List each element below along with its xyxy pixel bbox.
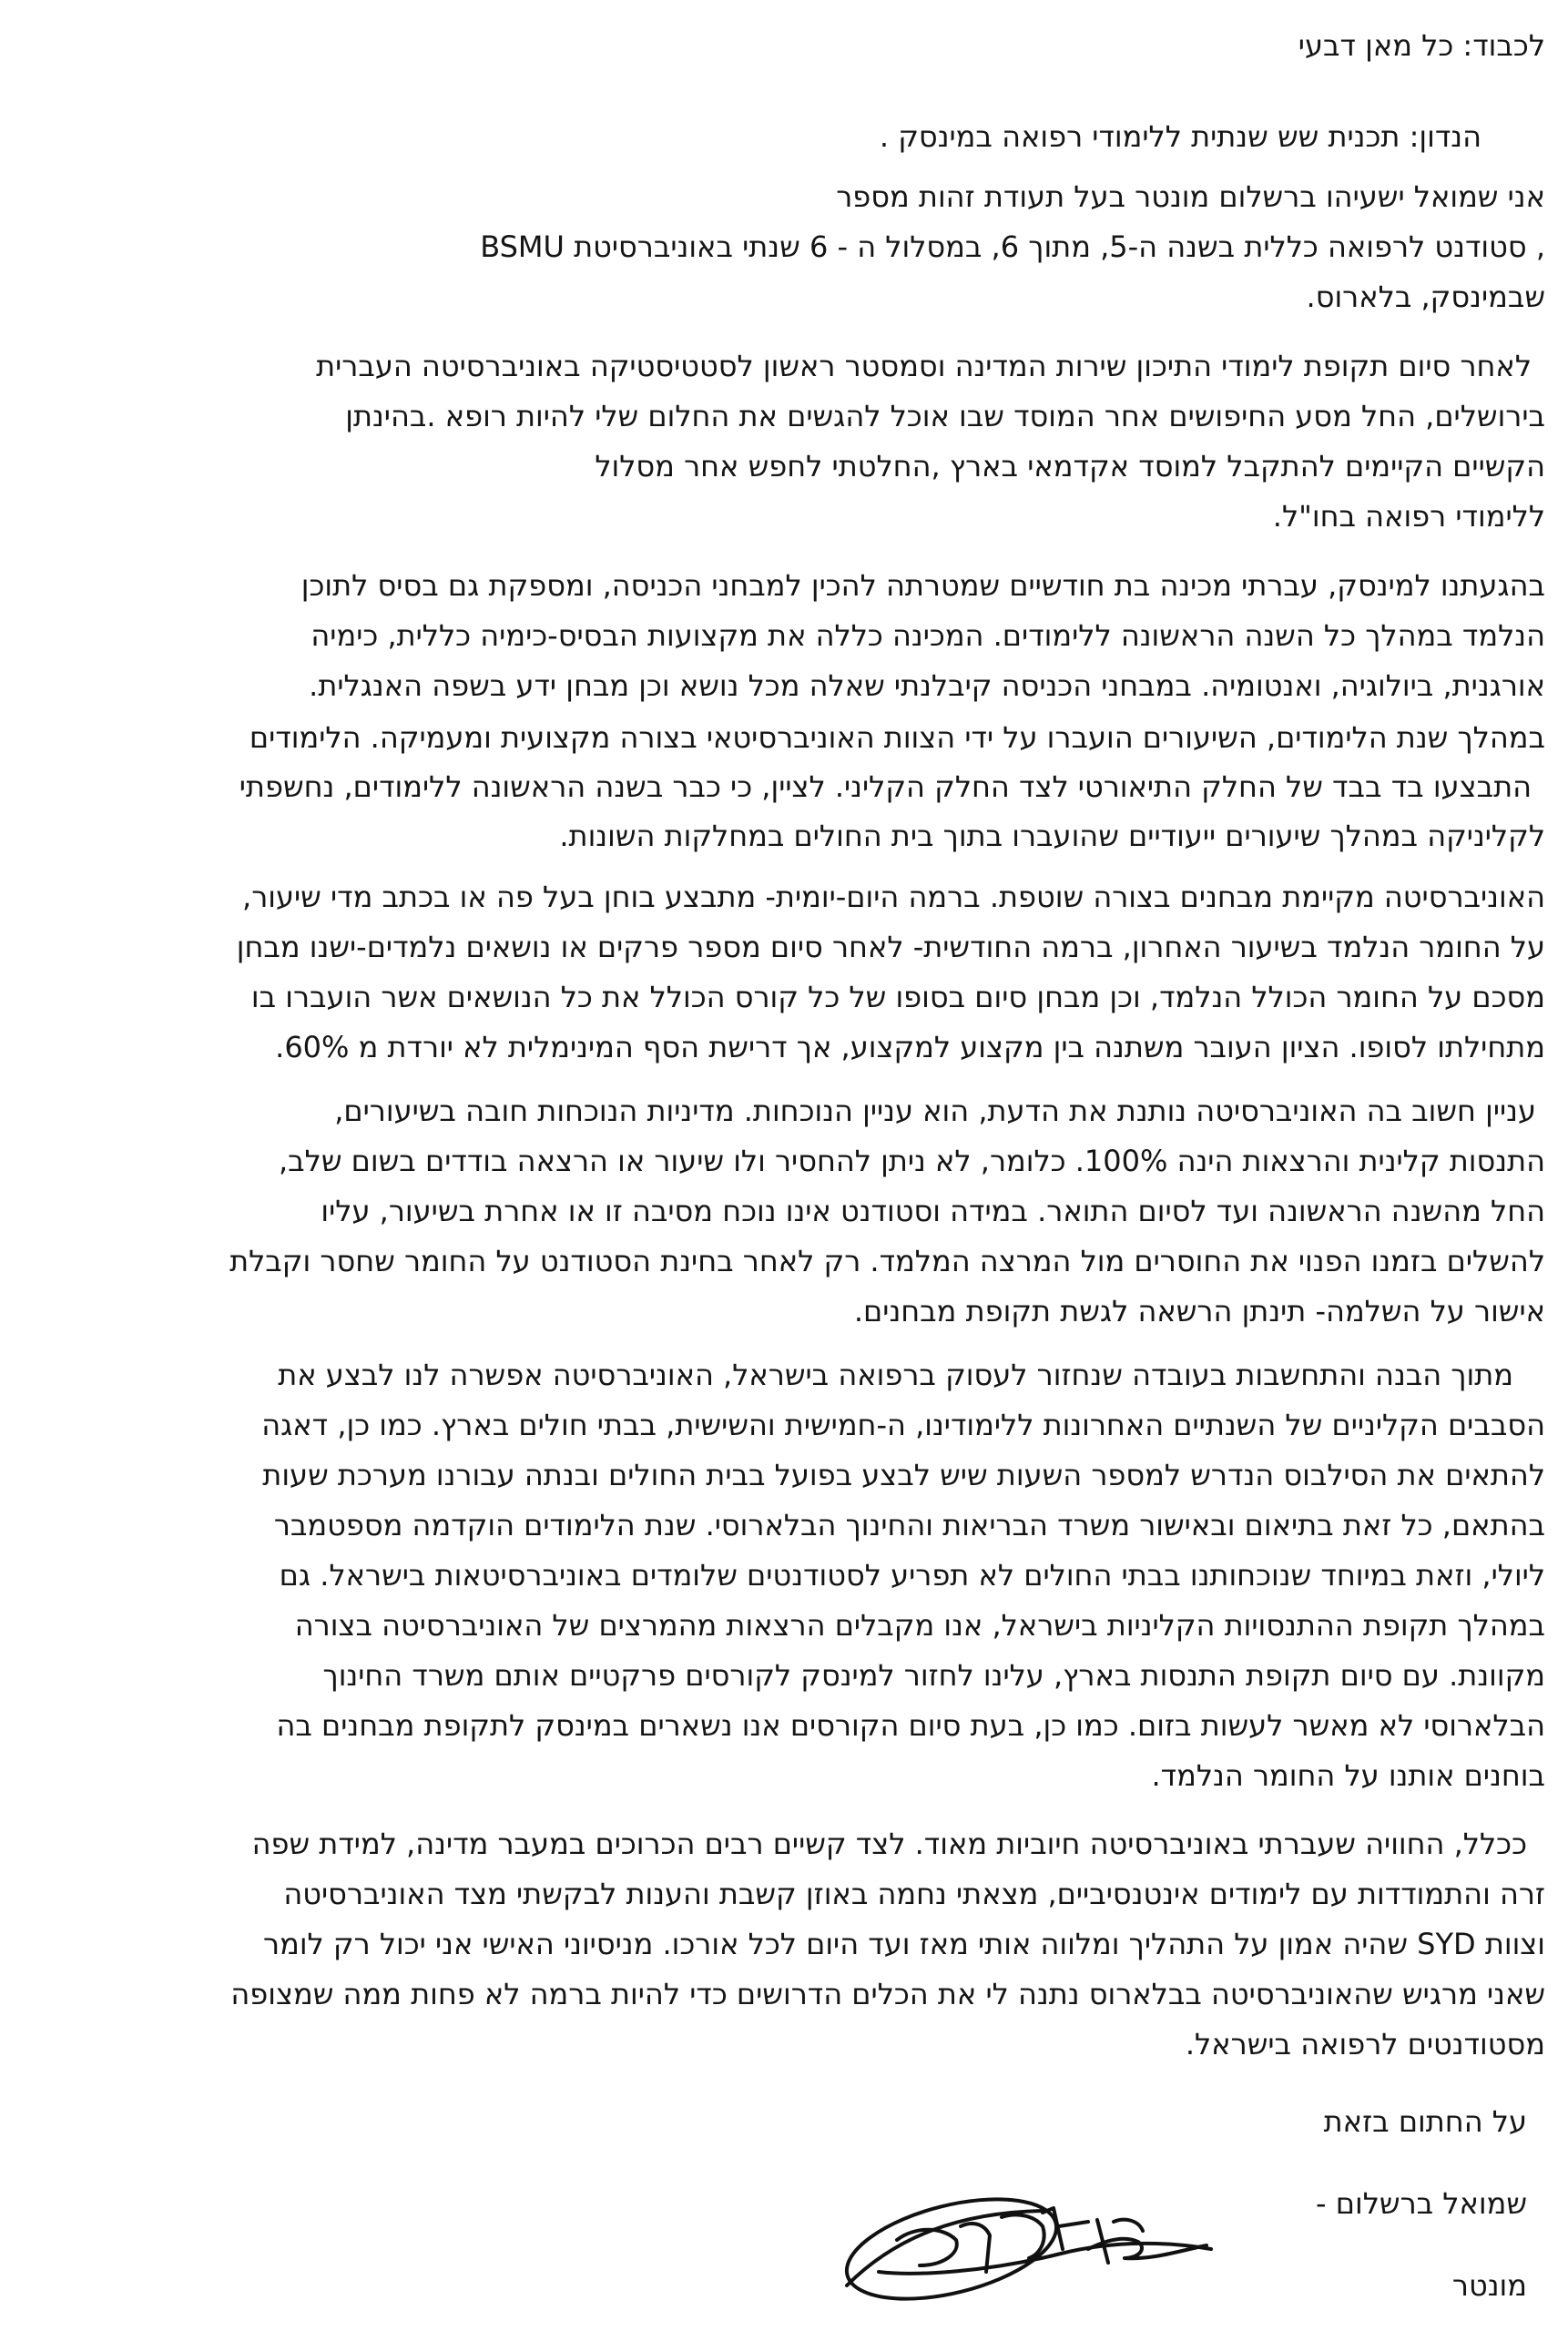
- signer-surname: מונטר: [1451, 2268, 1527, 2303]
- paragraph-line: בוחנים אותנו על החומר הנלמד.: [1151, 1758, 1545, 1793]
- paragraph-line: להתאים את הסילבוס הנדרש למספר השעות שיש לבצע בפועל בבית החולים ובנתה עבורנו מערכת שעות: [262, 1458, 1545, 1492]
- paragraph-line: בהתאם, כל זאת בתיאום ובאישור משרד הבריאות והחינוך הבלארוסי. שנת הלימודים הוקדמה מספטמבר: [273, 1508, 1545, 1542]
- paragraph-line: לאחר סיום תקופת לימודי התיכון שירות המדינה וסמסטר ראשון לסטטיסטיקה באוניברסיטה העברית: [316, 349, 1532, 383]
- paragraph-line: אישור על השלמה- תינתן הרשאה לגשת תקופת מבחנים.: [853, 1294, 1545, 1328]
- paragraph-line: התנסות קלינית והרצאות הינה 100%. כלומר, לא ניתן להחסיר ולו שיעור או הרצאה בודדים בשום שלב,: [278, 1144, 1545, 1178]
- paragraph-line: מסכם על החומר הכולל הנלמד, וכן מבחן סיום בסופו של כל קורס הכולל את כל הנושאים אשר הועברו בו: [250, 980, 1545, 1014]
- paragraph-line: להשלים בזמנו הפנוי את החוסרים מול המרצה המלמד. רק לאחר בחינת הסטודנט על החומר שחסר וקבלת: [229, 1244, 1545, 1278]
- paragraph-line: אני שמואל ישעיהו ברשלום מונטר בעל תעודת זהות מספר: [836, 179, 1545, 214]
- paragraph-line: , סטודנט לרפואה כללית בשנה ה-5, מתוך 6, במסלול ה - 6 שנתי באוניברסיטת BSMU: [480, 229, 1545, 264]
- paragraph-line: הקשיים הקיימים להתקבל למוסד אקדמאי בארץ ,החלטתי לחפש אחר מסלול: [595, 449, 1545, 484]
- paragraph-line: שבמינסק, בלארוס.: [1306, 280, 1545, 314]
- subject-line: הנדון: תכנית שש שנתית ללימודי רפואה במינסק .: [879, 119, 1481, 154]
- paragraph-line: ללימודי רפואה בחו"ל.: [1272, 499, 1545, 534]
- handwritten-signature: [824, 2185, 1234, 2313]
- paragraph-line: החל מהשנה הראשונה ועד לסיום התואר. במידה וסטודנט אינו נוכח מסיבה זו או אחרת בשיעור, עליו: [321, 1194, 1545, 1228]
- paragraph-line: על החומר הנלמד בשיעור האחרון, ברמה החודשית- לאחר סיום מספר פרקים או נושאים נלמדים-ישנו מבחן: [236, 930, 1545, 964]
- paragraph-line: לקליניקה במהלך שיעורים ייעודיים שהועברו בתוך בית החולים במחלקות השונות.: [559, 819, 1545, 853]
- paragraph-line: זרה והתמודדות עם לימודים אינטנסיביים, מצאתי נחמה באוזן קשבת והענות לבקשתי מצד האוניברסיטה: [283, 1877, 1545, 1911]
- closing-line: על החתום בזאת: [1323, 2104, 1527, 2139]
- paragraph-line: במהלך תקופת ההתנסויות הקליניות בישראל, אנו מקבלים הרצאות מהמרצים של האוניברסיטה בצורה: [294, 1608, 1545, 1643]
- addressee: לכבוד: כל מאן דבעי: [1298, 28, 1545, 63]
- paragraph-line: במהלך שנת הלימודים, השיעורים הועברו על ידי הצוות האוניברסיטאי בצורה מקצועית ומעמיקה. הלימודים: [249, 720, 1545, 755]
- paragraph-line: מתוך הבנה והתחשבות בעובדה שנחזור לעסוק ברפואה בישראל, האוניברסיטה אפשרה לנו לבצע את: [278, 1358, 1513, 1392]
- paragraph-line: מתחילתו לסופו. הציון העובר משתנה בין מקצוע למקצוע, אך דרישת הסף המינימלית לא יורדת מ 60%.: [275, 1030, 1545, 1064]
- paragraph-line: וצוות SYD שהיה אמון על התהליך ומלווה אותי מאז ועד היום לכל אורכו. מניסיוני האישי אני יכול רק לומר: [263, 1927, 1545, 1961]
- paragraph-line: שאני מרגיש שהאוניברסיטה בבלארוס נתנה לי את הכלים הדרושים כדי להיות ברמה לא פחות ממה שמצופה: [230, 1977, 1545, 2011]
- paragraph-line: עניין חשוב בה האוניברסיטה נותנת את הדעת, הוא עניין הנוכחות. מדיניות הנוכחות חובה בשיעורים,: [334, 1094, 1536, 1128]
- paragraph-line: הסבבים הקליניים של השנתיים האחרונות ללימודינו, ה-חמישית והשישית, בבתי חולים בארץ. כמו כן, דאגה: [261, 1408, 1545, 1442]
- paragraph-line: מקוונת. עם סיום תקופת התנסות בארץ, עלינו לחזור למינסק לקורסים פרקטיים אותם משרד החינוך: [322, 1658, 1545, 1693]
- paragraph-line: מסטודנטים לרפואה בישראל.: [1185, 2027, 1545, 2061]
- paragraph-line: בירושלים, החל מסע החיפושים אחר המוסד שבו אוכל להגשים את החלום שלי להיות רופא .בהינתן: [345, 399, 1545, 433]
- paragraph-line: הנלמד במהלך כל השנה הראשונה ללימודים. המכינה כללה את מקצועות הבסיס-כימיה כללית, כימיה: [311, 618, 1545, 653]
- paragraph-line: הבלארוסי לא מאשר לעשות בזום. כמו כן, בעת סיום הקורסים אנו נשארים במינסק לתקופת מבחנים בה: [276, 1708, 1545, 1743]
- paragraph-line: ככלל, החוויה שעברתי באוניברסיטה חיוביות מאוד. לצד קשיים רבים הכרוכים במעבר מדינה, למידת שפה: [251, 1827, 1527, 1861]
- paragraph-line: ליולי, וזאת במיוחד שנוכחותנו בבתי החולים לא תפריע לסטודנטים שלומדים באוניברסיטאות בישראל. גם: [279, 1558, 1545, 1593]
- paragraph-line: התבצעו בד בבד של החלק התיאורטי לצד החלק הקליני. לציין, כי כבר בשנה הראשונה ללימודים, נחשפתי: [239, 769, 1532, 804]
- signer-name: שמואל ברשלום -: [1316, 2186, 1527, 2221]
- paragraph-line: בהגעתנו למינסק, עברתי מכינה בת חודשיים שמטרתה להכין למבחני הכניסה, ומספקת גם בסיס לתוכן: [300, 568, 1545, 603]
- paragraph-line: האוניברסיטה מקיימת מבחנים בצורה שוטפת. ברמה היום-יומית- מתבצע בוחן בעל פה או בכתב מדי שיעור,: [242, 880, 1545, 914]
- paragraph-line: אורגנית, ביולוגיה, ואנטומיה. במבחני הכניסה קיבלנתי שאלה מכל נושא וכן מבחן ידע בשפה האנגלית.: [309, 668, 1545, 703]
